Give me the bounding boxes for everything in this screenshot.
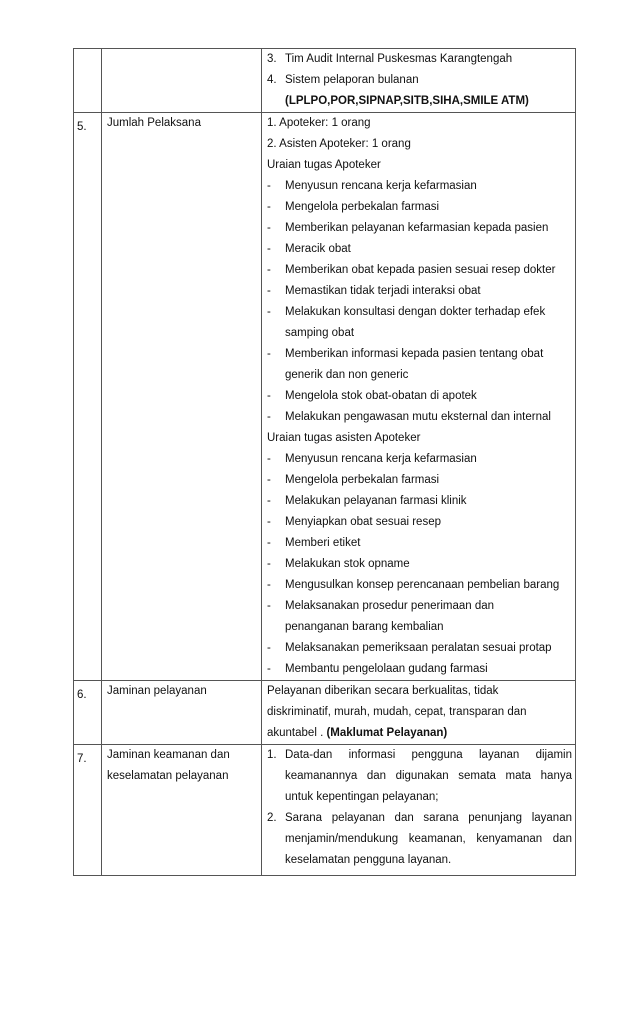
task-text: Menyusun rencana kerja kefarmasian bbox=[285, 453, 477, 465]
task-text: Melaksanakan pemeriksaan peralatan sesuai protap bbox=[285, 642, 552, 654]
task-text: Melakukan pengawasan mutu eksternal dan internal bbox=[285, 411, 551, 423]
cell-number bbox=[74, 49, 102, 113]
task-item bbox=[267, 596, 572, 617]
section-heading: Uraian tugas asisten Apoteker bbox=[267, 432, 421, 444]
cell-content bbox=[262, 681, 576, 745]
cell-label bbox=[102, 113, 262, 681]
bullet-dash: - bbox=[267, 516, 271, 528]
task-text: samping obat bbox=[285, 327, 355, 339]
task-item bbox=[267, 218, 572, 239]
bullet-dash: - bbox=[267, 264, 271, 276]
task-item bbox=[267, 659, 572, 680]
task-item-continuation bbox=[267, 365, 572, 386]
task-item bbox=[267, 512, 572, 533]
task-item-continuation bbox=[267, 617, 572, 638]
task-text: Melaksanakan prosedur penerimaan dan bbox=[285, 600, 495, 612]
bullet-dash: - bbox=[267, 642, 271, 654]
cell-number bbox=[74, 681, 102, 745]
bullet-dash: - bbox=[267, 243, 271, 255]
task-item bbox=[267, 176, 572, 197]
task-item bbox=[267, 386, 572, 407]
item-number: 4. bbox=[267, 74, 277, 86]
task-item bbox=[267, 197, 572, 218]
task-text: Memberi etiket bbox=[285, 537, 361, 549]
task-text: Memastikan tidak terjadi interaksi obat bbox=[285, 285, 481, 297]
item-text: keselamatan pengguna layanan. bbox=[285, 854, 452, 866]
bullet-dash: - bbox=[267, 411, 271, 423]
task-text: Memberikan pelayanan kefarmasian kepada pasien bbox=[285, 222, 549, 234]
guarantee-text: diskriminatif, murah, mudah, cepat, transparan dan bbox=[267, 706, 527, 718]
task-item bbox=[267, 260, 572, 281]
list-item bbox=[267, 808, 572, 871]
cell-number bbox=[74, 745, 102, 876]
row-label: Jaminan keamanan dan bbox=[107, 749, 230, 761]
bullet-dash: - bbox=[267, 285, 271, 297]
item-text: untuk kepentingan pelayanan; bbox=[285, 791, 439, 803]
bullet-dash: - bbox=[267, 453, 271, 465]
task-text: Menyiapkan obat sesuai resep bbox=[285, 516, 441, 528]
bullet-dash: - bbox=[267, 348, 271, 360]
task-text: Membantu pengelolaan gudang farmasi bbox=[285, 663, 488, 675]
bullet-dash: - bbox=[267, 558, 271, 570]
task-text: Memberikan obat kepada pasien sesuai resep dokter bbox=[285, 264, 556, 276]
table-row-5 bbox=[74, 113, 576, 681]
row-number: 6. bbox=[77, 689, 87, 701]
task-item bbox=[267, 533, 572, 554]
task-item bbox=[267, 449, 572, 470]
task-item bbox=[267, 239, 572, 260]
item-number: 3. bbox=[267, 53, 277, 65]
task-item bbox=[267, 491, 572, 512]
maklumat-reference: (Maklumat Pelayanan) bbox=[326, 727, 448, 739]
task-item bbox=[267, 407, 572, 428]
table-row-7 bbox=[74, 745, 576, 876]
item-text: Sistem pelaporan bulanan bbox=[285, 74, 419, 86]
task-text: Melakukan stok opname bbox=[285, 558, 410, 570]
cell-label bbox=[102, 745, 262, 876]
row-number: 7. bbox=[77, 753, 87, 765]
bullet-dash: - bbox=[267, 180, 271, 192]
item-number: 1. bbox=[267, 749, 277, 761]
item-number: 2. bbox=[267, 812, 277, 824]
task-text: Mengelola stok obat-obatan di apotek bbox=[285, 390, 477, 402]
bullet-dash: - bbox=[267, 390, 271, 402]
guarantee-text-end: akuntabel . bbox=[267, 727, 327, 739]
list-item bbox=[267, 70, 572, 91]
cell-number bbox=[74, 113, 102, 681]
row-label: keselamatan pelayanan bbox=[107, 770, 229, 782]
bullet-dash: - bbox=[267, 201, 271, 213]
asisten-task-list bbox=[267, 449, 572, 680]
item-text: keamanannya dan digunakan semata mata hanya bbox=[285, 770, 572, 782]
table-row-continuation bbox=[74, 49, 576, 113]
task-text: penanganan barang kembalian bbox=[285, 621, 444, 633]
staff-count-line: 1. Apoteker: 1 orang bbox=[267, 117, 371, 129]
task-item bbox=[267, 470, 572, 491]
list-item bbox=[267, 49, 572, 70]
task-text: Mengelola perbekalan farmasi bbox=[285, 201, 440, 213]
section-heading: Uraian tugas Apoteker bbox=[267, 159, 381, 171]
task-item bbox=[267, 638, 572, 659]
task-item bbox=[267, 281, 572, 302]
cell-content bbox=[262, 745, 576, 876]
cell-label bbox=[102, 681, 262, 745]
cell-label bbox=[102, 49, 262, 113]
task-text: Meracik obat bbox=[285, 243, 351, 255]
item-text: menjamin/mendukung keamanan, kenyamanan dan bbox=[285, 833, 572, 845]
bullet-dash: - bbox=[267, 537, 271, 549]
bullet-dash: - bbox=[267, 495, 271, 507]
guarantee-text: Pelayanan diberikan secara berkualitas, tidak bbox=[267, 685, 499, 697]
cell-content bbox=[262, 113, 576, 681]
row-label: Jumlah Pelaksana bbox=[107, 117, 201, 129]
bullet-dash: - bbox=[267, 663, 271, 675]
bullet-dash: - bbox=[267, 474, 271, 486]
staff-count-line: 2. Asisten Apoteker: 1 orang bbox=[267, 138, 411, 150]
cell-content bbox=[262, 49, 576, 113]
task-text: Melakukan pelayanan farmasi klinik bbox=[285, 495, 467, 507]
list-item bbox=[267, 745, 572, 808]
task-text: Melakukan konsultasi dengan dokter terhadap efek bbox=[285, 306, 546, 318]
row-number: 5. bbox=[77, 121, 87, 133]
bullet-dash: - bbox=[267, 222, 271, 234]
item-text: Data-dan informasi pengguna layanan dijamin bbox=[285, 749, 572, 761]
table-row-6 bbox=[74, 681, 576, 745]
task-item-continuation bbox=[267, 323, 572, 344]
task-item bbox=[267, 302, 572, 323]
apoteker-task-list bbox=[267, 176, 572, 428]
reporting-systems-list: (LPLPO,POR,SIPNAP,SITB,SIHA,SMILE ATM) bbox=[285, 95, 529, 107]
task-text: Menyusun rencana kerja kefarmasian bbox=[285, 180, 477, 192]
task-text: Mengelola perbekalan farmasi bbox=[285, 474, 440, 486]
task-item bbox=[267, 344, 572, 365]
task-text: Mengusulkan konsep perencanaan pembelian barang bbox=[285, 579, 560, 591]
bullet-dash: - bbox=[267, 306, 271, 318]
bullet-dash: - bbox=[267, 579, 271, 591]
task-item bbox=[267, 575, 572, 596]
task-text: generik dan non generic bbox=[285, 369, 409, 381]
bullet-dash: - bbox=[267, 600, 271, 612]
item-text: Sarana pelayanan dan sarana penunjang layanan bbox=[285, 812, 572, 824]
task-text: Memberikan informasi kepada pasien tentang obat bbox=[285, 348, 544, 360]
guarantee-text bbox=[267, 723, 572, 744]
service-standard-table bbox=[73, 48, 576, 876]
row-label: Jaminan pelayanan bbox=[107, 685, 207, 697]
task-item bbox=[267, 554, 572, 575]
item-text: Tim Audit Internal Puskesmas Karangtengah bbox=[285, 53, 513, 65]
